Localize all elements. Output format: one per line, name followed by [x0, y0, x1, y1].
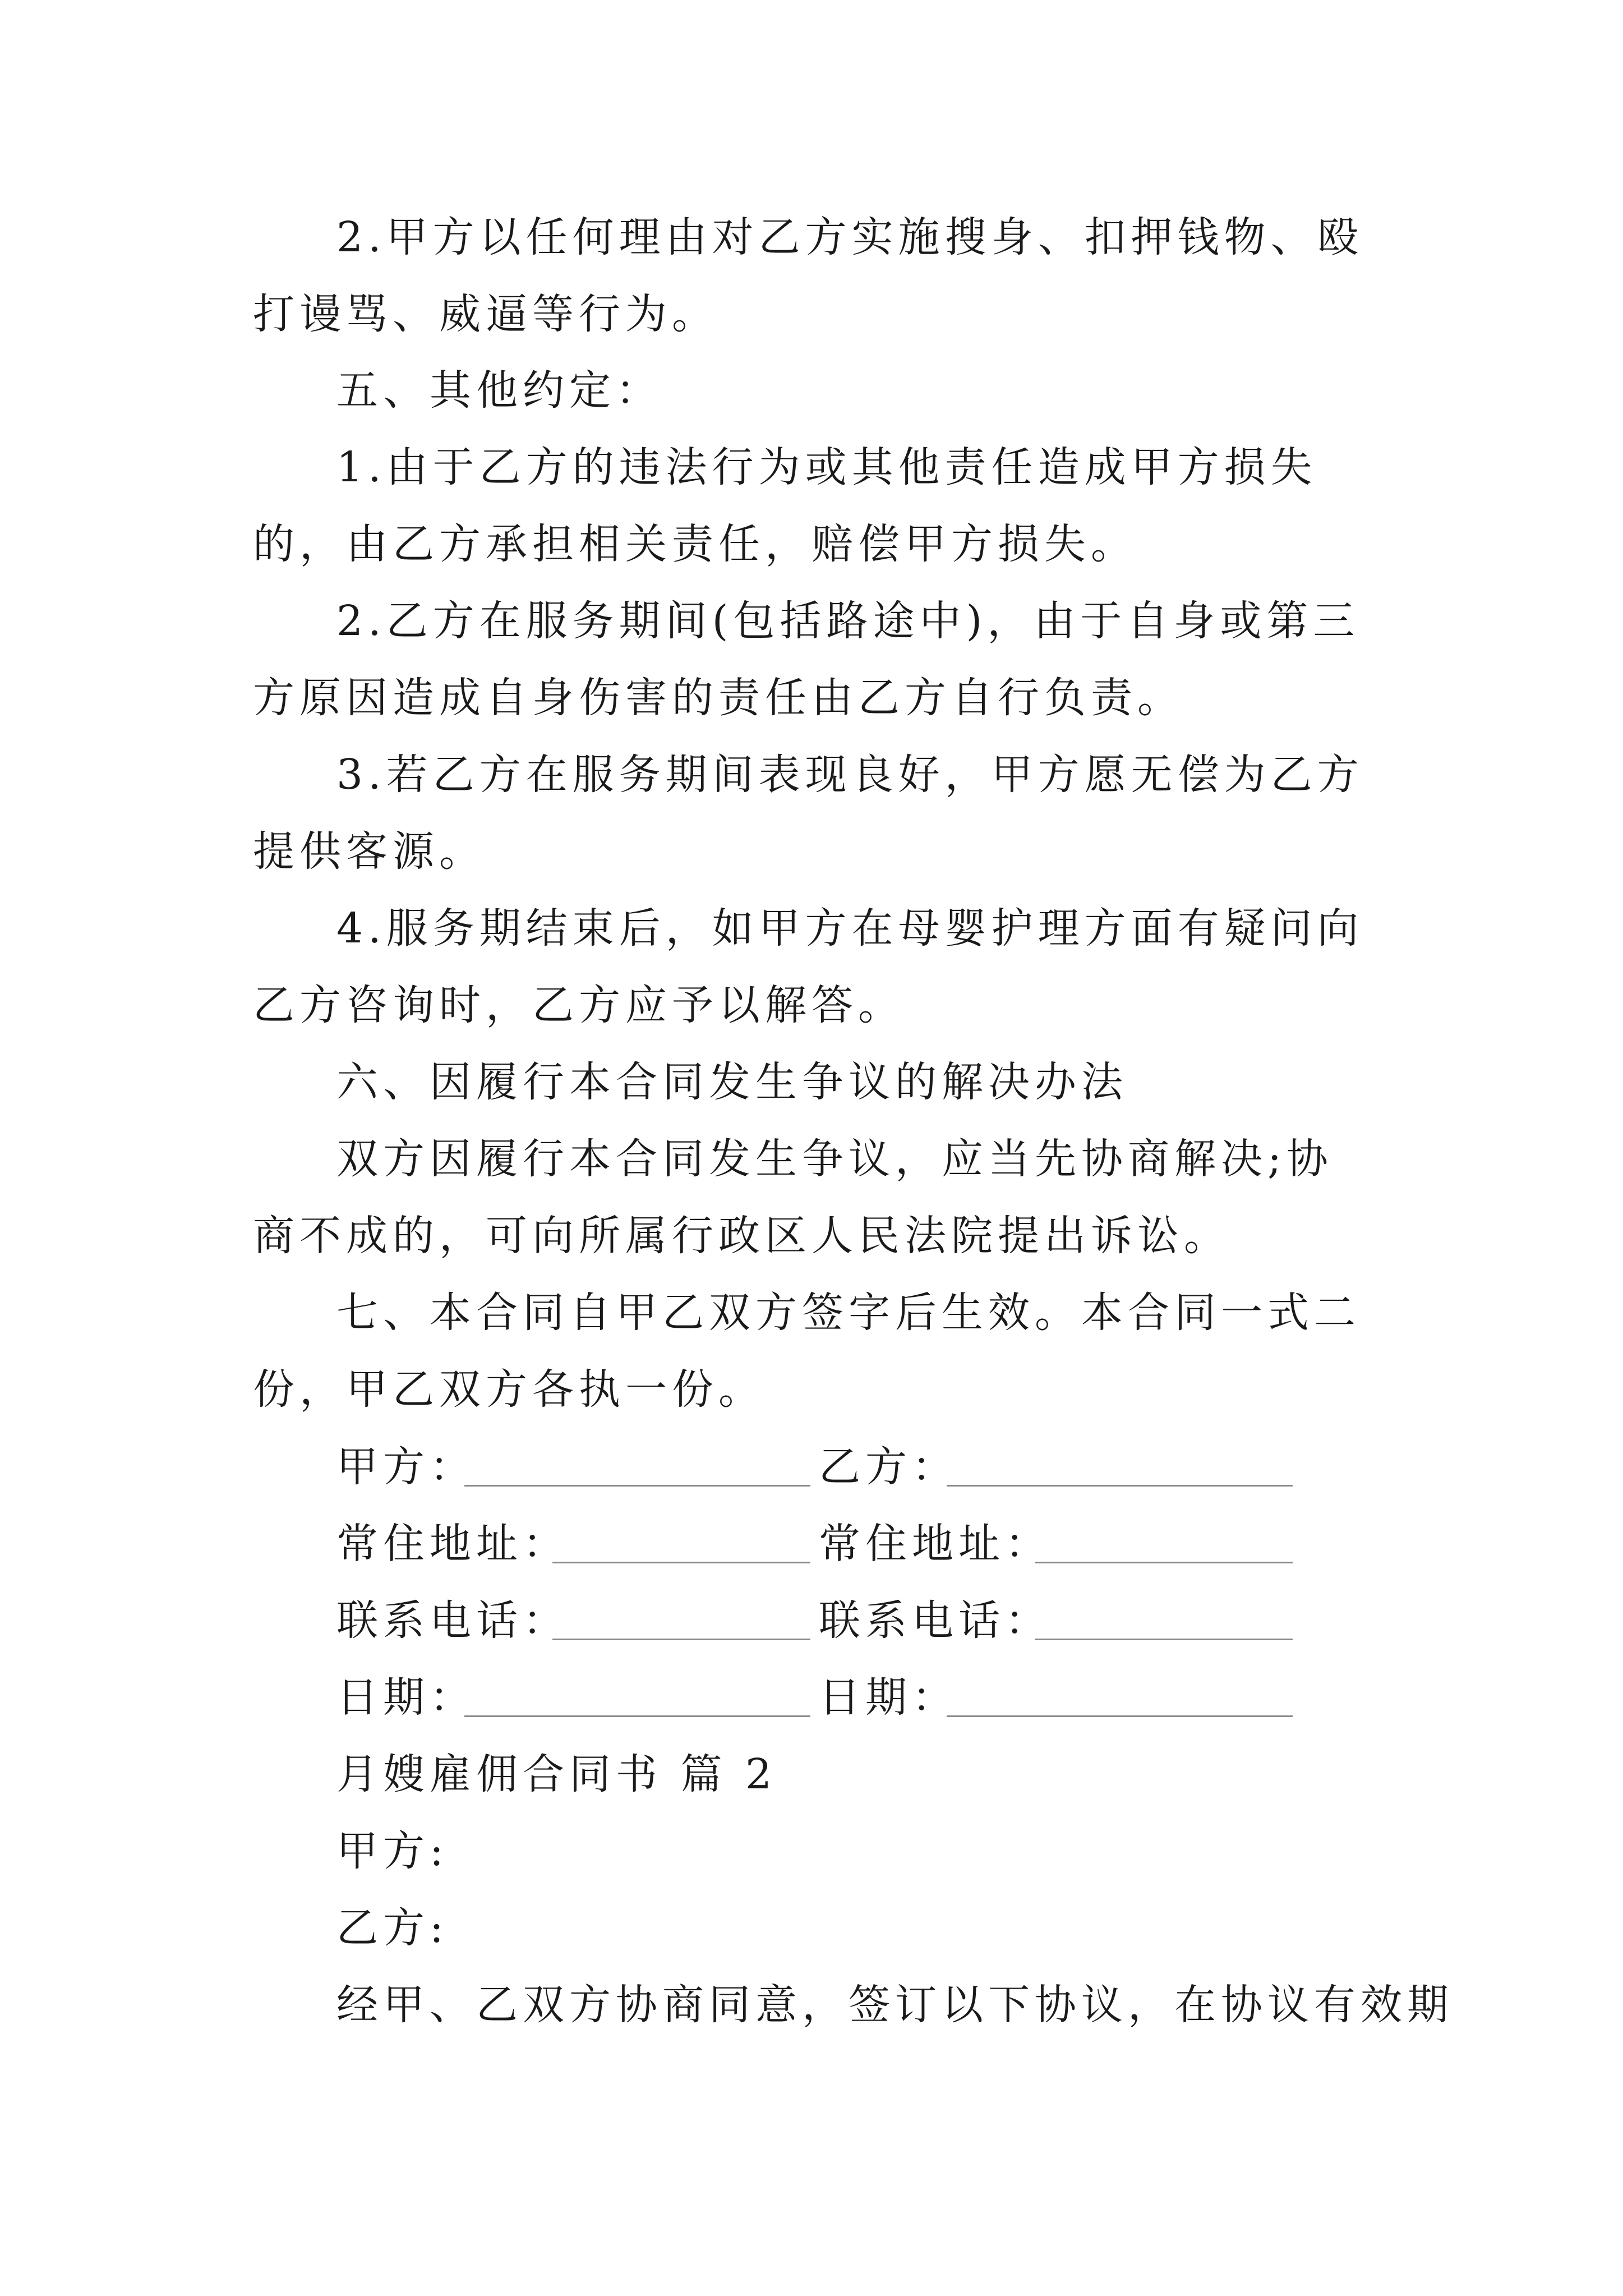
party-b-date-blank-line [947, 1715, 1293, 1717]
party-a-label: 甲方： [336, 1443, 476, 1491]
party-b-label: 乙方： [819, 1443, 958, 1491]
clause-5-3-paragraph: 3.若乙方在服务期间表现良好，甲方愿无偿为乙方提供客源。 [253, 751, 1364, 876]
party-a-address-label: 常住地址： [336, 1520, 569, 1568]
section-7-paragraph: 七、本合同自甲乙双方签字后生效。本合同一式二份，甲乙双方各执一份。 [253, 1289, 1361, 1414]
party-a-date-label: 日期： [336, 1673, 476, 1722]
section-2-title: 月嫂雇佣合同书 篇 2 [336, 1750, 777, 1798]
signature-row-address [0, 1516, 1623, 1577]
section-6-heading: 六、因履行本合同发生争议的解决办法 [336, 1058, 1128, 1106]
section-2-party-b: 乙方: [336, 1904, 449, 1952]
party-a-phone-blank-line [552, 1639, 810, 1640]
section-2-intro: 经甲、乙双方协商同意，签订以下协议，在协议有效期 [336, 1981, 1454, 2029]
signature-row-party [0, 1439, 1623, 1501]
section-5-heading: 五、其他约定： [336, 366, 662, 415]
section-2-party-a: 甲方: [336, 1827, 449, 1875]
clause-5-4-paragraph: 4.服务期结束后，如甲方在母婴护理方面有疑问向乙方咨询时，乙方应予以解答。 [253, 904, 1364, 1029]
party-b-address-label: 常住地址： [819, 1520, 1052, 1568]
clause-5-1-paragraph: 1.由于乙方的违法行为或其他责任造成甲方损失的，由乙方承担相关责任，赔偿甲方损失。 [253, 443, 1317, 568]
party-b-phone-blank-line [1035, 1639, 1293, 1640]
party-a-date-blank-line [464, 1715, 810, 1717]
signature-row-date [0, 1669, 1623, 1731]
party-a-phone-label: 联系电话： [336, 1596, 569, 1645]
clause-5-2-paragraph: 2.乙方在服务期间(包括路途中)，由于自身或第三方原因造成自身伤害的责任由乙方自行负责。 [253, 597, 1360, 722]
dispute-resolution-paragraph: 双方因履行本合同发生争议，应当先协商解决;协商不成的，可向所属行政区人民法院提出诉讼。 [253, 1135, 1333, 1260]
party-a-blank-line [464, 1485, 810, 1487]
signature-row-phone [0, 1593, 1623, 1654]
party-a-address-blank-line [552, 1562, 810, 1563]
party-b-phone-label: 联系电话： [819, 1596, 1052, 1645]
clause-4-2-paragraph: 2.甲方以任何理由对乙方实施搜身、扣押钱物、殴打谩骂、威逼等行为。 [253, 213, 1364, 338]
party-b-date-label: 日期： [819, 1673, 958, 1722]
party-b-address-blank-line [1035, 1562, 1293, 1563]
party-b-blank-line [947, 1485, 1293, 1487]
